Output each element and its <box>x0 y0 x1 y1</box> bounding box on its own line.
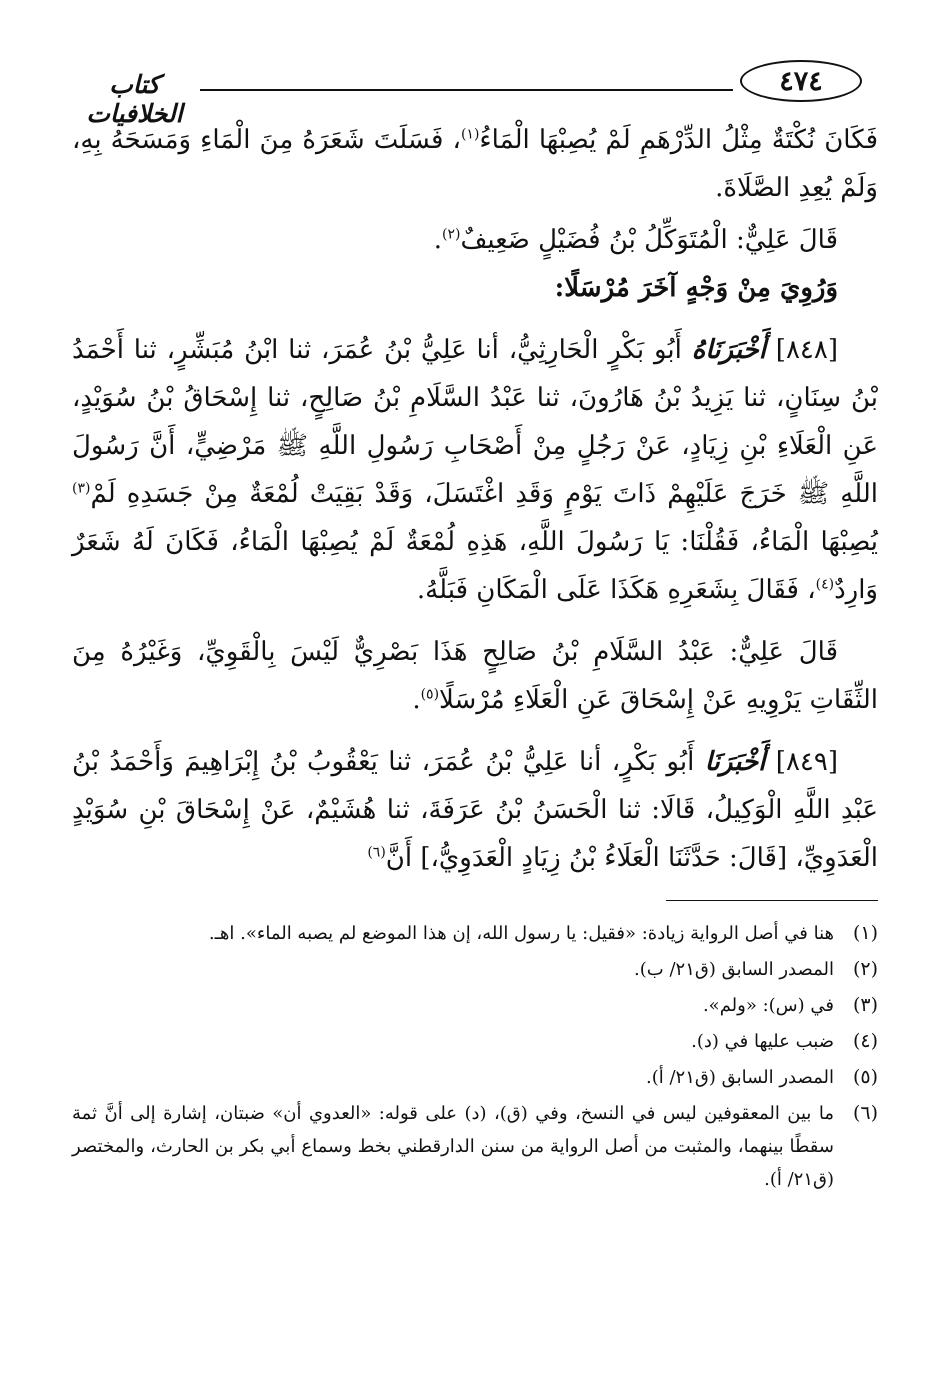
text-segment: ، فَقَالَ بِشَعَرِهِ هَكَذَا عَلَى الْمَكَانِ فَبَلَّهُ. <box>416 575 816 605</box>
main-text <box>72 116 878 882</box>
paragraph-continuation <box>72 116 878 212</box>
akhbarana-label: أَخْبَرَنَا <box>704 747 766 777</box>
akhbarana-label: أَخْبَرَنَاهُ <box>691 335 766 365</box>
footnote-number: (١) <box>852 922 878 944</box>
text-segment: . <box>433 225 442 255</box>
footnote-ref: (٣) <box>72 480 91 497</box>
ali-comment-1 <box>72 216 878 264</box>
footnote-2 <box>72 953 878 986</box>
footnote-number: (٣) <box>852 994 878 1016</box>
footnote-ref: (٢) <box>441 226 461 243</box>
header-divider <box>200 89 733 91</box>
footnote-4 <box>72 1025 878 1058</box>
book-page <box>72 58 878 1199</box>
footnote-text: هنا في أصل الرواية زيادة: «فقيل: يا رسول الله، إن هذا الموضع لم يصبه الماء». اهـ. <box>208 923 834 944</box>
footnote-text: في (س): «ولم». <box>702 995 834 1016</box>
hadith-number: [٨٤٩] <box>775 747 839 777</box>
footnote-ref: (١) <box>460 126 480 143</box>
footnote-number: (٤) <box>852 1030 878 1052</box>
footnote-divider <box>666 900 878 901</box>
hadith-849 <box>72 738 878 882</box>
section-heading: وَرُوِيَ مِنْ وَجْهٍ آخَرَ مُرْسَلًا: <box>554 273 838 303</box>
footnotes <box>72 917 878 1196</box>
footnote-6 <box>72 1097 878 1196</box>
page-header <box>72 58 878 128</box>
text-segment: قَالَ عَلِيٌّ: عَبْدُ السَّلَامِ بْنُ صَالِحٍ هَذَا بَصْرِيٌّ لَيْسَ بِالْقَوِيِّ، وَغَيْرُهُ مِنَ الثِّقَاتِ يَرْوِيهِ عَنْ إِسْحَاقَ عَنِ الْعَلَاءِ مُرْسَلًا <box>72 637 878 715</box>
ali-comment-2 <box>72 628 878 724</box>
footnote-text: ما بين المعقوفين ليس في النسخ، وفي (ق)، (د) على قوله: «العدوي أن» ضبتان، إشارة إلى أنَّ ثمة سقطًا بينهما، والمثبت من أصل الرواية من سنن الدارقطني بخط وسماع أبي بكر بن الحارث، والمختصر (ق٢١/ أ). <box>72 1103 834 1190</box>
footnote-3 <box>72 989 878 1022</box>
footnote-ref: (٤) <box>815 576 835 593</box>
text-segment: . <box>412 685 421 715</box>
text-segment: قَالَ عَلِيٌّ: الْمُتَوَكِّلُ بْنُ فُضَيْلٍ ضَعِيفٌ <box>460 225 838 255</box>
footnote-ref: (٦) <box>367 844 386 861</box>
footnote-number: (٥) <box>852 1066 878 1088</box>
footnote-text: المصدر السابق (ق٢١/ أ). <box>646 1067 834 1088</box>
text-segment: أَبُو بَكْرٍ الْحَارِثِيُّ، أنا عَلِيُّ بْنُ عُمَرَ، ثنا ابْنُ مُبَشِّرٍ، ثنا أَحْمَدُ بْنُ سِنَانٍ، ثنا يَزِيدُ بْنُ هَارُونَ، ثنا عَبْدُ السَّلَامِ بْنُ صَالِحٍ، ثنا إِسْحَاقُ بْنُ سُوَيْدٍ، عَنِ الْعَلَاءِ بْنِ زِيَادٍ، عَنْ رَجُلٍ مِنْ أَصْحَابِ رَسُولِ اللَّهِ ﷺ مَرْضِيٍّ، أَنَّ رَسُولَ اللَّهِ ﷺ خَرَجَ عَلَيْهِمْ ذَاتَ يَوْمٍ وَقَدِ اغْتَسَلَ، وَقَدْ بَقِيَتْ لُمْعَةٌ مِنْ جَسَدِهِ لَمْ <box>72 335 878 509</box>
footnote-1 <box>72 917 878 950</box>
footnote-5 <box>72 1061 878 1094</box>
footnote-number: (٦) <box>852 1102 878 1124</box>
footnote-number: (٢) <box>852 958 878 980</box>
hadith-number: [٨٤٨] <box>775 335 838 365</box>
text-segment: يُصِبْهَا الْمَاءُ، فَقُلْنَا: يَا رَسُولَ اللَّهِ، هَذِهِ لُمْعَةٌ لَمْ يُصِبْهَا الْمَاءُ، فَكَانَ لَهُ شَعَرٌ وَارِدٌ <box>72 527 878 605</box>
text-segment: أَبُو بَكْرٍ، أنا عَلِيُّ بْنُ عُمَرَ، ثنا يَعْقُوبُ بْنُ إِبْرَاهِيمَ وَأَحْمَدُ بْنُ عَبْدِ اللَّهِ الْوَكِيلُ، قَالَا: ثنا الْحَسَنُ بْنُ عَرَفَةَ، ثنا هُشَيْمٌ، عَنْ إِسْحَاقَ بْنِ سُوَيْدٍ الْعَدَوِيِّ، [قَالَ: حَدَّثَنَا الْعَلَاءُ بْنُ زِيَادٍ الْعَدَوِيُّ،] أَنَّ <box>72 747 878 873</box>
text-segment: فَكَانَ نُكْتَةٌ مِثْلُ الدِّرْهَمِ لَمْ يُصِبْهَا الْمَاءُ <box>479 125 879 155</box>
book-title: كتاب الخلافيات <box>86 70 183 128</box>
hadith-848 <box>72 326 878 614</box>
footnote-text: المصدر السابق (ق٢١/ ب). <box>634 959 834 980</box>
footnote-ref: (٥) <box>420 686 440 703</box>
page-number: ٤٧٤ <box>740 60 862 102</box>
text-segment: ، فَسَلَتَ شَعَرَهُ مِنَ الْمَاءِ وَمَسَحَهُ بِهِ، وَلَمْ يُعِدِ الصَّلَاةَ. <box>72 125 878 203</box>
footnote-text: ضبب عليها في (د). <box>691 1031 834 1052</box>
